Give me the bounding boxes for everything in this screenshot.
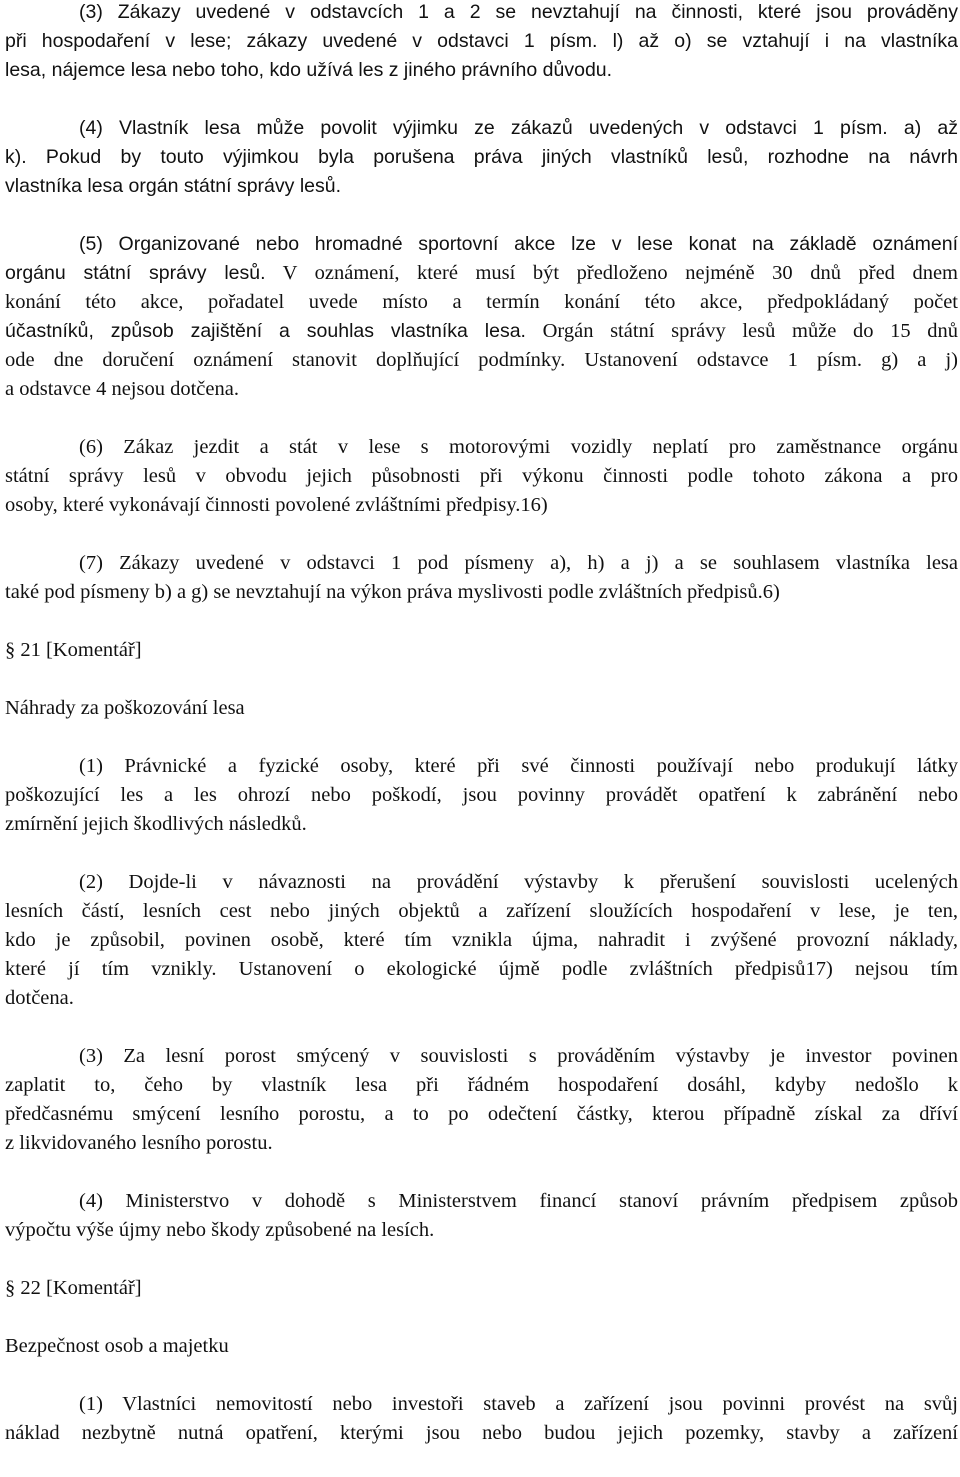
- text-line: při hospodaření v lese; zákazy uvedené v odstavci 1 písm. l) až o) se vztahují i na vlastníka: [5, 30, 958, 52]
- text-line: které jí tím vznikly. Ustanovení o ekologické újmě podle zvláštních předpisů17) nejsou tím: [5, 958, 958, 980]
- text-line: (3) Za lesní porost smýcený v souvislosti s prováděním výstavby je investor povinen: [79, 1045, 958, 1067]
- text-line: osoby, které vykonávají činnosti povolené zvláštními předpisy.16): [5, 494, 548, 516]
- section-21-paragraph-4: [5, 1187, 958, 1245]
- section-22-comment-link[interactable]: § 22 [Komentář]: [5, 1277, 142, 1299]
- text-line: [5, 317, 958, 346]
- text-line: (4) Vlastník lesa může povolit výjimku ze zákazů uvedených v odstavci 1 písm. a) až: [79, 117, 958, 139]
- text-line: zmírnění jejich škodlivých následků.: [5, 813, 307, 835]
- text-segment: Orgán státní správy lesů může do 15 dnů: [525, 320, 958, 342]
- document-page: [5, 0, 958, 1477]
- text-line: a odstavce 4 nejsou dotčena.: [5, 378, 239, 400]
- text-line: lesa, nájemce lesa nebo toho, kdo užívá les z jiného právního důvodu.: [5, 59, 613, 81]
- text-line: kdo je způsobil, povinen osobě, které tím vznikla újma, nahradit i zvýšené provozní náklady,: [5, 929, 958, 951]
- text-line: dotčena.: [5, 987, 74, 1009]
- section-22-heading[interactable]: [5, 1274, 958, 1303]
- text-line: [5, 259, 958, 288]
- paragraph-6: [5, 433, 958, 520]
- paragraph-3: [5, 0, 958, 85]
- text-segment: V oznámení, které musí být předloženo nejméně 30 dnů před dnem: [265, 262, 958, 284]
- text-line: (1) Vlastníci nemovitostí nebo investoři staveb a zařízení jsou povinni provést na svůj: [79, 1393, 958, 1415]
- paragraph-7: [5, 549, 958, 607]
- section-22-title: Bezpečnost osob a majetku: [5, 1335, 229, 1357]
- section-22-paragraph-1: [5, 1390, 958, 1448]
- text-line: také pod písmeny b) a g) se nevztahují na výkon práva myslivosti podle zvláštních předpisů.6): [5, 581, 780, 603]
- text-line: (1) Právnické a fyzické osoby, které při své činnosti používají nebo produkují látky: [79, 755, 958, 777]
- text-line: (5) Organizované nebo hromadné sportovní akce lze v lese konat na základě oznámení: [79, 233, 958, 255]
- text-segment: orgánu státní správy lesů.: [5, 262, 266, 284]
- text-line: poškozující les a les ohrozí nebo poškodí, jsou povinny provádět opatření k zabránění nebo: [5, 784, 958, 806]
- text-line: (4) Ministerstvo v dohodě s Ministerstvem financí stanoví právním předpisem způsob: [79, 1190, 958, 1212]
- text-line: (7) Zákazy uvedené v odstavci 1 pod písmeny a), h) a j) a se souhlasem vlastníka lesa: [79, 552, 958, 574]
- section-21-paragraph-2: [5, 868, 958, 1013]
- text-line: náklad nezbytně nutná opatření, kterými jsou nebo budou jejich pozemky, stavby a zařízení: [5, 1422, 958, 1444]
- text-line: ode dne doručení oznámení stanovit doplňující podmínky. Ustanovení odstavce 1 písm. g) a j): [5, 349, 958, 371]
- text-line: zaplatit to, čeho by vlastník lesa při řádném hospodaření dosáhl, kdyby nedošlo k: [5, 1074, 958, 1096]
- text-line: z likvidovaného lesního porostu.: [5, 1132, 273, 1154]
- text-line: (6) Zákaz jezdit a stát v lese s motorovými vozidly neplatí pro zaměstnance orgánu: [79, 436, 958, 458]
- text-line: (3) Zákazy uvedené v odstavcích 1 a 2 se nevztahují na činnosti, které jsou prováděny: [79, 1, 958, 23]
- paragraph-4: [5, 114, 958, 201]
- text-line: předčasnému smýcení lesního porostu, a to po odečtení částky, kterou případně získal za dříví: [5, 1103, 958, 1125]
- text-segment: účastníků, způsob zajištění a souhlas vlastníka lesa.: [5, 320, 526, 342]
- text-line: státní správy lesů v obvodu jejich působnosti při výkonu činnosti podle tohoto zákona a pro: [5, 465, 958, 487]
- section-21-title: Náhrady za poškozování lesa: [5, 697, 245, 719]
- paragraph-5: [5, 230, 958, 404]
- text-line: vlastníka lesa orgán státní správy lesů.: [5, 175, 342, 197]
- section-21-comment-link[interactable]: § 21 [Komentář]: [5, 639, 142, 661]
- section-21-paragraph-1: [5, 752, 958, 839]
- section-21-paragraph-3: [5, 1042, 958, 1158]
- text-line: k). Pokud by touto výjimkou byla porušena práva jiných vlastníků lesů, rozhodne na návrh: [5, 146, 958, 168]
- text-line: lesních částí, lesních cest nebo jiných objektů a zařízení sloužících hospodaření v lese, je ten,: [5, 900, 958, 922]
- text-line: (2) Dojde-li v návaznosti na provádění výstavby k přerušení souvislosti ucelených: [79, 871, 958, 893]
- text-line: výpočtu výše újmy nebo škody způsobené na lesích.: [5, 1219, 435, 1241]
- section-21-heading[interactable]: [5, 636, 958, 665]
- text-line: konání této akce, pořadatel uvede místo a termín konání této akce, předpokládaný počet: [5, 291, 958, 313]
